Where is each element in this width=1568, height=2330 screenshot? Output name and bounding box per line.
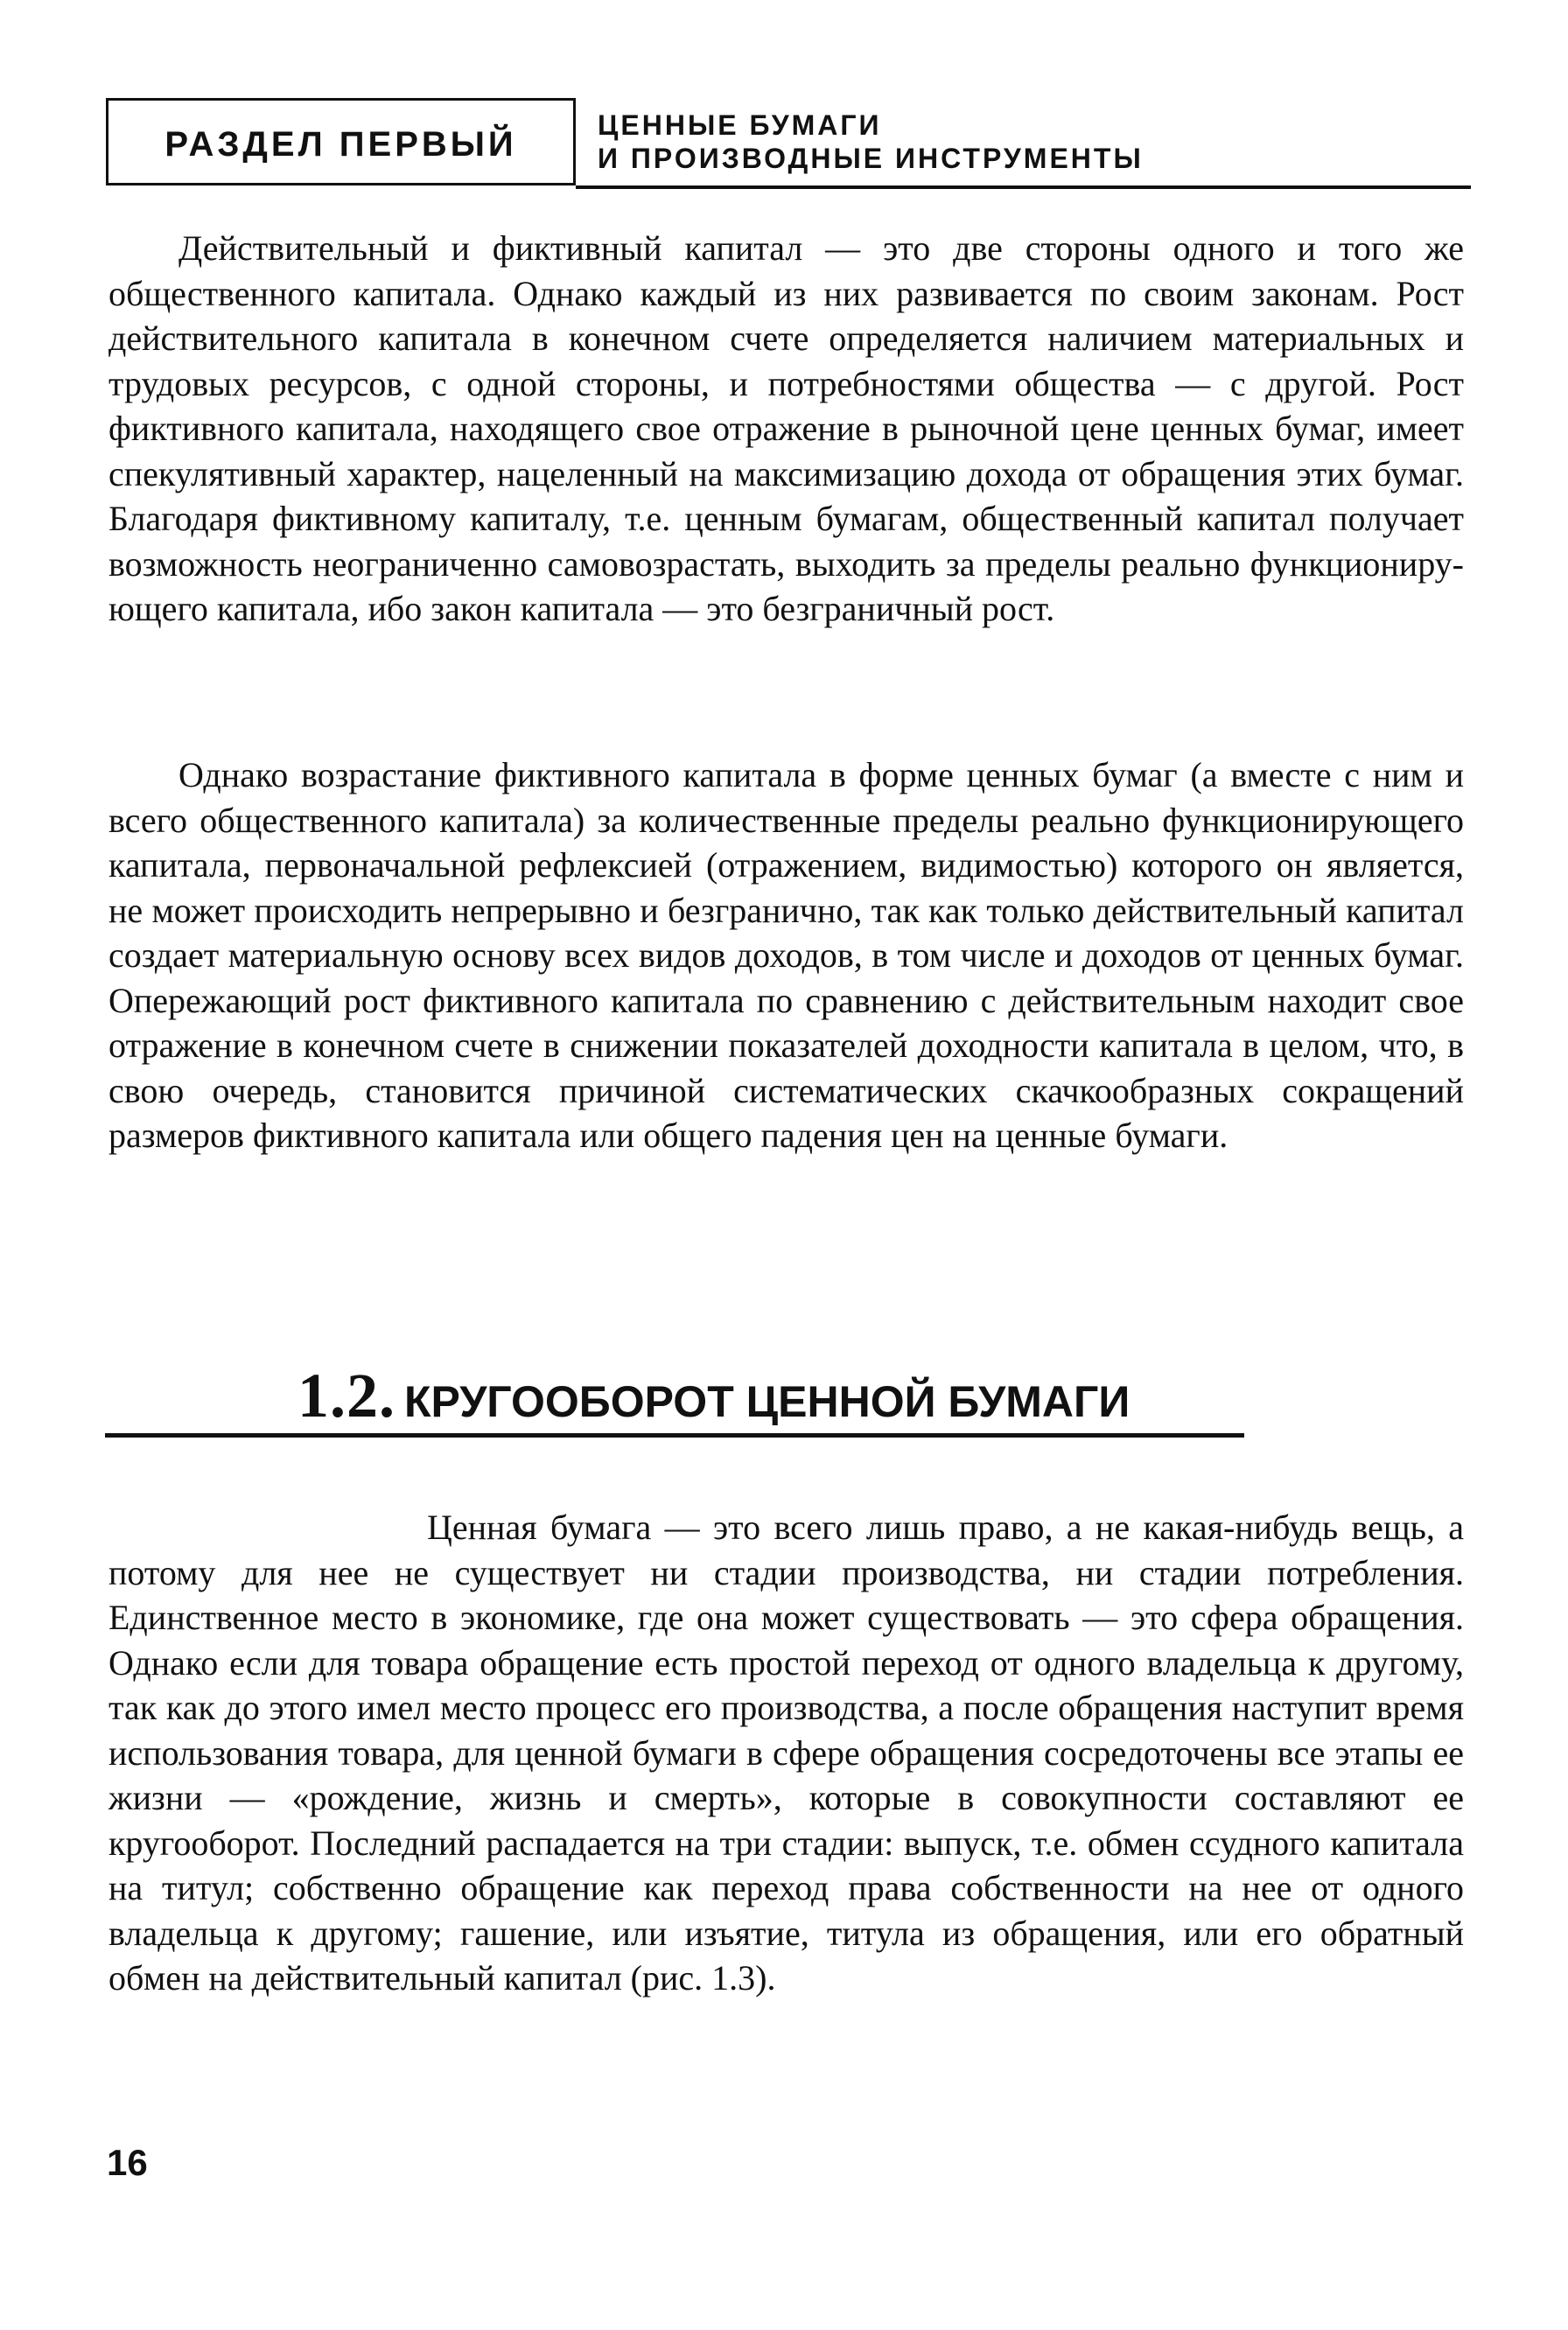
paragraph-2: Однако возрастание фиктивного капитала в форме ценных бумаг (а вместе с ним и всего общественного капитала) за количественные пределы реально функционирующего капитала, первоначальной рефлексией (отражением, видимостью) которого он является, не может происходить непрерывно и безгранично, так как только действительный капитал создает материальную основу всех видов доходов, в том числе и доходов от ценных бумаг. Опережающий рост фиктивного капитала по сравнению с действительным находит свое отражение в конечном счете в снижении показателей доходности капитала в целом, что, в свою очередь, становится причиной систематических скачкообразных сокращений размеров фиктивного капитала или общего падения цен на ценные бумаги. [108,755,1464,1155]
section-heading-text [298,1360,1130,1432]
header-rule [576,185,1471,189]
section-heading-rule [105,1433,1244,1438]
page-number: 16 [107,2142,148,2183]
section-number: 1.2. [298,1361,396,1431]
chapter-title-line-1: ЦЕННЫЕ БУМАГИ [598,109,882,141]
chapter-title [598,108,1144,175]
paragraph-1: Действительный и фиктивный капитал — это две стороны одного и того же общественного капитала. Однако каждый из них развивается по своим законам. Рост действительного капитала в конечном счете определяется наличием материальных и трудовых ресурсов, с одной стороны, и потребностями общества — с другой. Рост фиктивного капитала, находящего свое отражение в рыночной цене ценных бумаг, имеет спекулятивный характер, нацеленный на максимизацию дохода от обращения этих бумаг. Благодаря фиктивному капиталу, т.е. ценным бумагам, общественный капитал получает возможность неограниченно самовозрастать, выходить за пределы реально функционирующего капитала, ибо закон капитала — это безграничный рост. [108,228,1464,628]
running-header [106,98,1471,192]
section-paragraph: Ценная бумага — это всего лишь право, а не какая-нибудь вещь, а потому для нее не существует ни стадии производства, ни стадии потребления. Единственное место в экономике, где она может существовать — это сфера обращения. Однако если для товара обращение есть простой переход от одного владельца к другому, так как до этого имел место процесс его производства, а после обращения наступит время использования товара, для ценной бумаги в сфере обращения сосредоточены все этапы ее жизни — «рождение, жизнь и смерть», которые в совокупности составляют ее кругооборот. Последний распадается на три стадии: выпуск, т.е. обмен ссудного капитала на титул; собственно обращение как переход права собственности на нее от одного владельца к другому; гашение, или изъятие, титула из обращения, или его обратный обмен на действительный капитал (рис. 1.3). [108,1508,1464,1998]
section-title: КРУГООБОРОТ ЦЕННОЙ БУМАГИ [404,1377,1130,1426]
section-label-box [106,98,576,185]
section-label: РАЗДЕЛ ПЕРВЫЙ [164,124,517,164]
section-heading [105,1361,1244,1438]
chapter-title-line-2: И ПРОИЗВОДНЫЕ ИНСТРУМЕНТЫ [598,143,1144,174]
